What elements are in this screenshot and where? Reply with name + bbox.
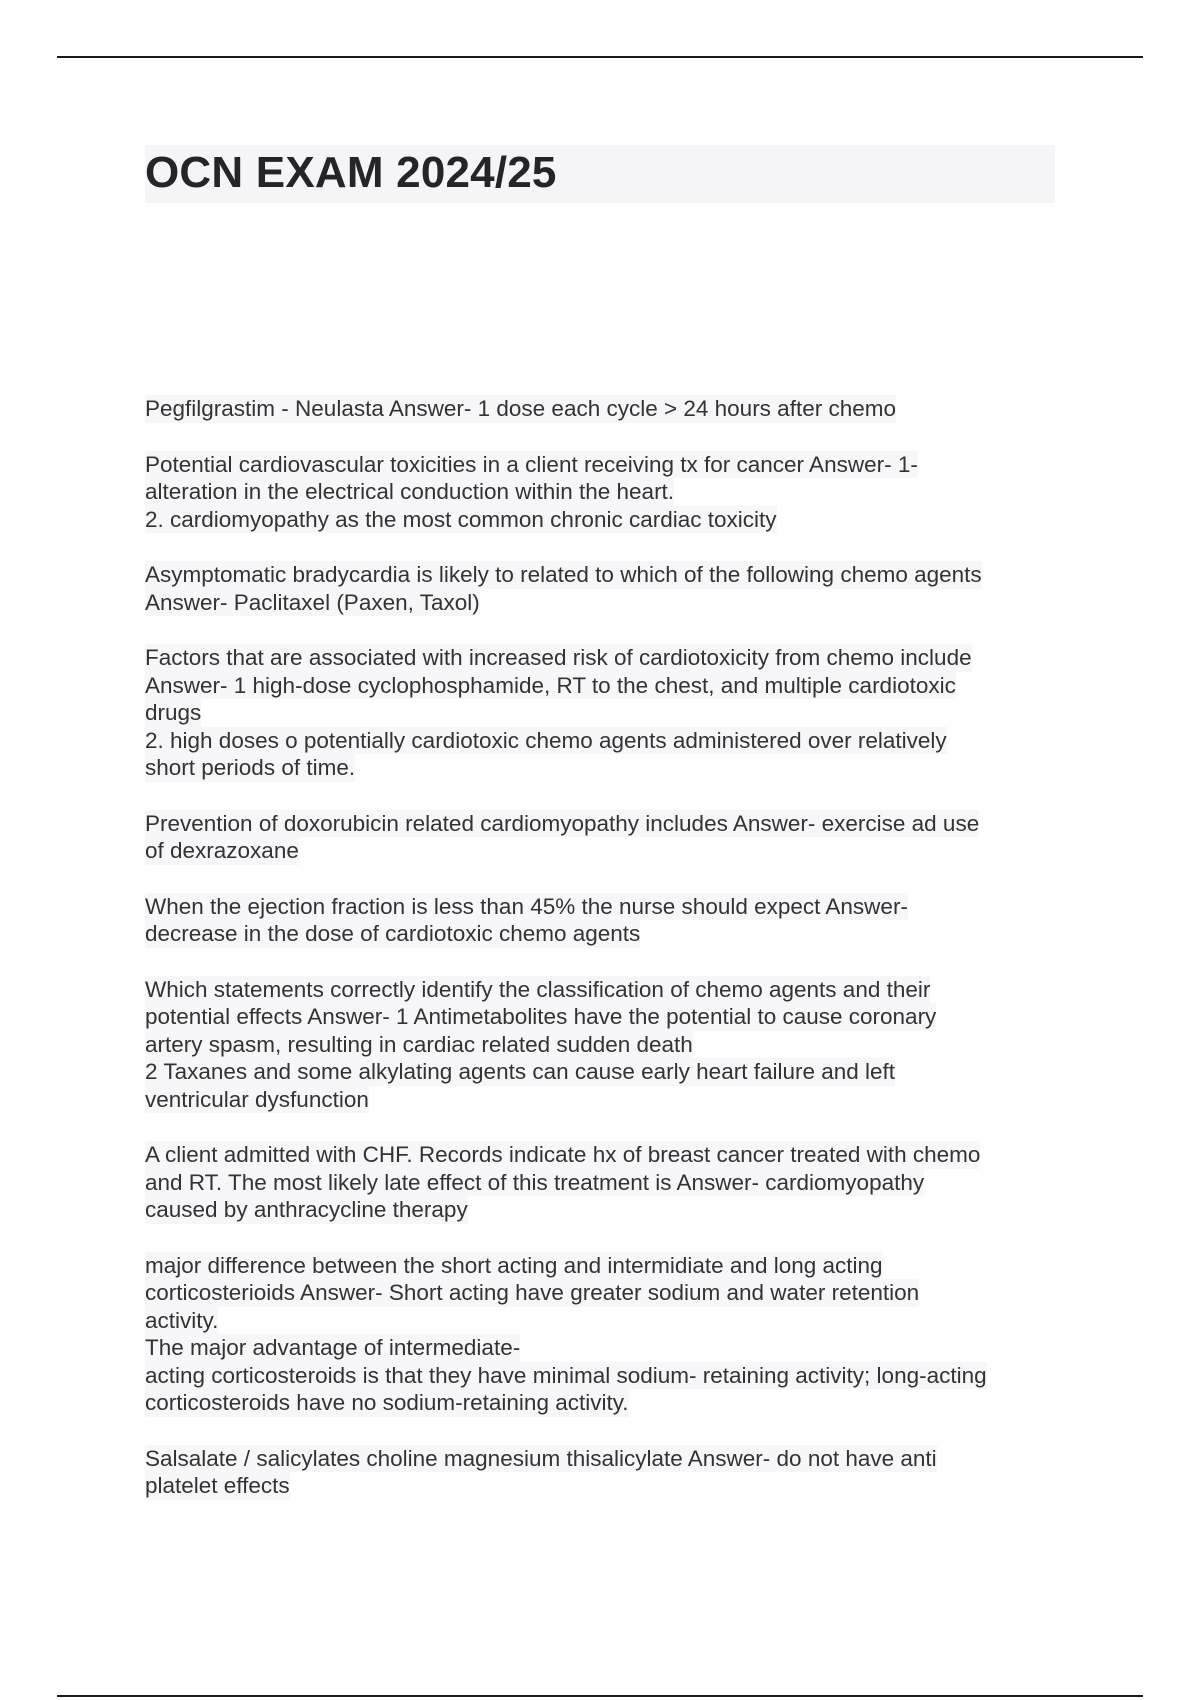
qa-text-line: Pegfilgrastim - Neulasta Answer- 1 dose each cycle > 24 hours after chemo <box>145 396 896 421</box>
qa-text-line: acting corticosteroids is that they have minimal sodium- retaining activity; long-acting <box>145 1362 987 1388</box>
qa-text-line: potential effects Answer- 1 Antimetabolites have the potential to cause coronary <box>145 1004 937 1029</box>
qa-text-line: artery spasm, resulting in cardiac related sudden death <box>145 1031 693 1057</box>
qa-item <box>145 1141 1060 1224</box>
qa-item <box>145 561 1060 616</box>
qa-text-line: Prevention of doxorubicin related cardiomyopathy includes Answer- exercise ad use <box>145 810 980 836</box>
qa-text-line: A client admitted with CHF. Records indicate hx of breast cancer treated with chemo <box>145 1142 981 1167</box>
qa-item <box>145 395 1060 423</box>
qa-text-line: Factors that are associated with increased risk of cardiotoxicity from chemo include <box>145 645 972 670</box>
qa-text-line: short periods of time. <box>145 755 356 780</box>
qa-text-line: and RT. The most likely late effect of this treatment is Answer- cardiomyopathy <box>145 1169 925 1195</box>
qa-item <box>145 976 1060 1114</box>
qa-item <box>145 644 1060 782</box>
qa-list <box>145 395 1060 1528</box>
qa-text-line: Potential cardiovascular toxicities in a client receiving tx for cancer Answer- 1- <box>145 451 918 477</box>
qa-item <box>145 1445 1060 1500</box>
qa-text-line: Which statements correctly identify the classification of chemo agents and their <box>145 976 931 1002</box>
qa-text-line: corticosteroids have no sodium-retaining activity. <box>145 1390 629 1415</box>
qa-text-line: Answer- Paclitaxel (Paxen, Taxol) <box>145 589 480 615</box>
qa-text-line: of dexrazoxane <box>145 838 299 863</box>
qa-text-line: drugs <box>145 700 202 725</box>
qa-text-line: The major advantage of intermediate- <box>145 1335 521 1360</box>
qa-text-line: activity. <box>145 1307 219 1333</box>
qa-text-line: ventricular dysfunction <box>145 1086 369 1112</box>
qa-item <box>145 810 1060 865</box>
qa-text-line: alteration in the electrical conduction within the heart. <box>145 479 675 504</box>
qa-text-line: decrease in the dose of cardiotoxic chemo agents <box>145 921 641 946</box>
qa-text-line: Asymptomatic bradycardia is likely to related to which of the following chemo agents <box>145 562 982 587</box>
qa-text-line: 2. cardiomyopathy as the most common chronic cardiac toxicity <box>145 506 777 532</box>
qa-text-line: When the ejection fraction is less than 45% the nurse should expect Answer- <box>145 893 908 919</box>
qa-text-line: corticosterioids Answer- Short acting have greater sodium and water retention <box>145 1280 920 1305</box>
top-rule <box>57 56 1143 58</box>
qa-item <box>145 1252 1060 1417</box>
qa-text-line: Answer- 1 high-dose cyclophosphamide, RT to the chest, and multiple cardiotoxic <box>145 672 956 698</box>
qa-text-line: caused by anthracycline therapy <box>145 1197 468 1222</box>
qa-item <box>145 451 1060 534</box>
qa-text-line: 2 Taxanes and some alkylating agents can cause early heart failure and left <box>145 1059 896 1084</box>
qa-item <box>145 893 1060 948</box>
qa-text-line: major difference between the short acting and intermidiate and long acting <box>145 1252 883 1278</box>
qa-text-line: 2. high doses o potentially cardiotoxic chemo agents administered over relatively <box>145 727 947 753</box>
bottom-rule <box>57 1695 1143 1697</box>
qa-text-line: Salsalate / salicylates choline magnesium thisalicylate Answer- do not have anti <box>145 1445 937 1471</box>
page-title: OCN EXAM 2024/25 <box>145 148 557 197</box>
qa-text-line: platelet effects <box>145 1473 290 1498</box>
